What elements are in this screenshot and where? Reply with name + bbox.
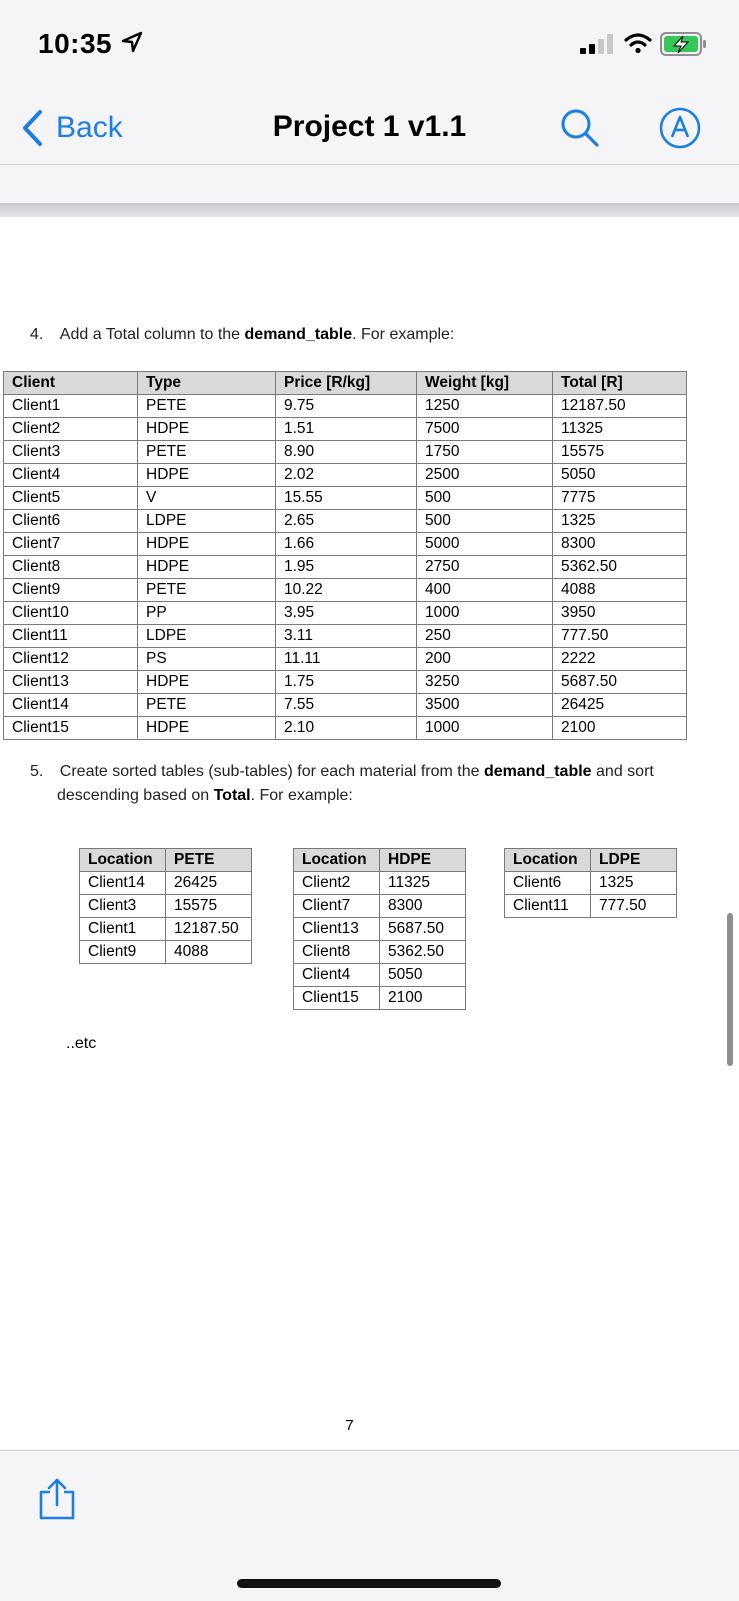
- table-cell: 7775: [553, 487, 687, 510]
- page-title: Project 1 v1.1: [272, 110, 467, 143]
- item-4-text-after: . For example:: [352, 326, 455, 343]
- table-cell: HDPE: [138, 556, 276, 579]
- column-header: Location: [505, 849, 591, 872]
- table-row: [4, 487, 687, 510]
- table-cell: Client12: [4, 648, 138, 671]
- table-cell: Client2: [294, 872, 380, 895]
- table-row: [80, 941, 252, 964]
- table-cell: Client8: [294, 941, 380, 964]
- table-cell: Client13: [294, 918, 380, 941]
- column-header: PETE: [166, 849, 252, 872]
- table-cell: 7.55: [276, 694, 417, 717]
- table-cell: 3250: [417, 671, 553, 694]
- item-4-number: 4.: [30, 326, 44, 343]
- table-row: [4, 464, 687, 487]
- ldpe-table: [504, 848, 677, 918]
- bottom-toolbar: [0, 1450, 739, 1601]
- table-cell: 1.66: [276, 533, 417, 556]
- table-cell: 1.95: [276, 556, 417, 579]
- table-cell: 26425: [553, 694, 687, 717]
- table-cell: HDPE: [138, 533, 276, 556]
- table-cell: 250: [417, 625, 553, 648]
- table-cell: 12187.50: [553, 395, 687, 418]
- table-cell: 12187.50: [166, 918, 252, 941]
- table-row: [294, 872, 466, 895]
- item-4-bold: demand_table: [244, 326, 353, 343]
- table-cell: 5687.50: [553, 671, 687, 694]
- table-row: [80, 895, 252, 918]
- item-5-line2-bold: Total: [213, 787, 251, 804]
- column-header: Price [R/kg]: [276, 372, 417, 395]
- home-indicator[interactable]: [237, 1579, 501, 1588]
- table-cell: 5362.50: [380, 941, 466, 964]
- table-row: [4, 441, 687, 464]
- table-cell: 777.50: [591, 895, 677, 918]
- table-cell: 5050: [553, 464, 687, 487]
- table-cell: LDPE: [138, 510, 276, 533]
- table-cell: PETE: [138, 579, 276, 602]
- table-cell: HDPE: [138, 418, 276, 441]
- item-5-line2: [57, 784, 353, 808]
- table-row: [4, 671, 687, 694]
- table-cell: 5050: [380, 964, 466, 987]
- table-cell: Client2: [4, 418, 138, 441]
- column-header: Total [R]: [553, 372, 687, 395]
- item-5-line1: Create sorted tables (sub-tables) for each material from the: [59, 763, 484, 780]
- table-cell: 3.95: [276, 602, 417, 625]
- table-cell: 2100: [380, 987, 466, 1010]
- table-cell: 8300: [380, 895, 466, 918]
- table-row: [294, 964, 466, 987]
- table-cell: Client13: [4, 671, 138, 694]
- table-cell: 5362.50: [553, 556, 687, 579]
- table-cell: Client11: [4, 625, 138, 648]
- markup-icon[interactable]: [658, 106, 702, 150]
- table-cell: 3500: [417, 694, 553, 717]
- table-cell: Client7: [4, 533, 138, 556]
- table-cell: Client6: [505, 872, 591, 895]
- table-row: [4, 579, 687, 602]
- table-cell: Client7: [294, 895, 380, 918]
- table-cell: 500: [417, 510, 553, 533]
- item-5-number: 5.: [30, 763, 44, 780]
- table-cell: 11325: [553, 418, 687, 441]
- table-cell: 15575: [166, 895, 252, 918]
- table-cell: HDPE: [138, 464, 276, 487]
- page-number: 7: [345, 1417, 354, 1434]
- table-cell: PETE: [138, 694, 276, 717]
- item-5-line1-after: and sort: [591, 763, 654, 780]
- table-row: [4, 602, 687, 625]
- item-4-paragraph: [30, 323, 454, 347]
- status-bar: [0, 0, 739, 90]
- table-cell: 3950: [553, 602, 687, 625]
- table-cell: Client9: [4, 579, 138, 602]
- scrollbar[interactable]: [727, 913, 733, 1066]
- table-cell: 5000: [417, 533, 553, 556]
- table-row: [4, 418, 687, 441]
- table-row: [505, 872, 677, 895]
- table-cell: Client10: [4, 602, 138, 625]
- table-cell: 1325: [591, 872, 677, 895]
- column-header: Type: [138, 372, 276, 395]
- wifi-icon: [624, 32, 652, 54]
- table-row: [294, 918, 466, 941]
- table-cell: PETE: [138, 395, 276, 418]
- table-cell: 1.51: [276, 418, 417, 441]
- table-cell: 2750: [417, 556, 553, 579]
- page-separator: [0, 203, 739, 217]
- table-cell: 11.11: [276, 648, 417, 671]
- column-header: Weight [kg]: [417, 372, 553, 395]
- table-cell: 8.90: [276, 441, 417, 464]
- table-cell: 2100: [553, 717, 687, 740]
- item-5-line1-bold: demand_table: [483, 763, 592, 780]
- item-5-paragraph: [30, 760, 654, 784]
- table-row: [80, 872, 252, 895]
- table-cell: 15575: [553, 441, 687, 464]
- table-cell: Client3: [80, 895, 166, 918]
- table-cell: Client1: [4, 395, 138, 418]
- table-cell: 1.75: [276, 671, 417, 694]
- cellular-signal-icon: [580, 34, 616, 54]
- table-cell: 1325: [553, 510, 687, 533]
- table-row: [294, 895, 466, 918]
- table-row: [294, 987, 466, 1010]
- table-cell: Client4: [4, 464, 138, 487]
- demand-table: [3, 371, 687, 740]
- table-cell: 7500: [417, 418, 553, 441]
- table-row: [4, 694, 687, 717]
- table-cell: Client15: [4, 717, 138, 740]
- column-header: Client: [4, 372, 138, 395]
- table-row: [294, 941, 466, 964]
- table-cell: Client4: [294, 964, 380, 987]
- table-cell: 4088: [553, 579, 687, 602]
- column-header: LDPE: [591, 849, 677, 872]
- table-cell: 2500: [417, 464, 553, 487]
- table-cell: 11325: [380, 872, 466, 895]
- item-4-text: Add a Total column to the: [59, 326, 245, 343]
- share-icon[interactable]: [38, 1477, 76, 1521]
- table-cell: Client6: [4, 510, 138, 533]
- table-cell: 2222: [553, 648, 687, 671]
- table-cell: 26425: [166, 872, 252, 895]
- battery-charging-icon: [660, 32, 708, 56]
- table-cell: Client3: [4, 441, 138, 464]
- item-5-line2-after: . For example:: [250, 787, 353, 804]
- table-cell: 5687.50: [380, 918, 466, 941]
- search-icon[interactable]: [558, 106, 602, 150]
- table-cell: 1000: [417, 602, 553, 625]
- table-row: [4, 648, 687, 671]
- table-row: [505, 895, 677, 918]
- table-cell: 2.02: [276, 464, 417, 487]
- page-gap: [0, 165, 739, 203]
- table-cell: 200: [417, 648, 553, 671]
- table-cell: 1250: [417, 395, 553, 418]
- table-cell: Client9: [80, 941, 166, 964]
- table-row: [4, 395, 687, 418]
- table-row: [80, 918, 252, 941]
- column-header: HDPE: [380, 849, 466, 872]
- table-cell: Client1: [80, 918, 166, 941]
- table-row: [4, 625, 687, 648]
- item-5-line2-text: descending based on: [57, 787, 214, 804]
- table-cell: 8300: [553, 533, 687, 556]
- table-row: [4, 510, 687, 533]
- table-cell: HDPE: [138, 671, 276, 694]
- table-cell: Client15: [294, 987, 380, 1010]
- table-cell: 3.11: [276, 625, 417, 648]
- table-cell: 10.22: [276, 579, 417, 602]
- back-button-label: Back: [56, 111, 123, 144]
- location-arrow-icon: [120, 30, 144, 54]
- navigation-bar: [0, 90, 739, 165]
- hdpe-table: [293, 848, 466, 1010]
- table-cell: 1750: [417, 441, 553, 464]
- table-cell: 2.65: [276, 510, 417, 533]
- table-cell: PP: [138, 602, 276, 625]
- table-cell: V: [138, 487, 276, 510]
- table-cell: Client8: [4, 556, 138, 579]
- table-cell: 4088: [166, 941, 252, 964]
- table-row: [4, 556, 687, 579]
- table-cell: 1000: [417, 717, 553, 740]
- table-cell: 2.10: [276, 717, 417, 740]
- column-header: Location: [80, 849, 166, 872]
- pete-table: [79, 848, 252, 964]
- table-cell: Client14: [80, 872, 166, 895]
- table-cell: 15.55: [276, 487, 417, 510]
- table-cell: 777.50: [553, 625, 687, 648]
- status-time: 10:35: [38, 28, 113, 59]
- table-row: [4, 717, 687, 740]
- column-header: Location: [294, 849, 380, 872]
- etc-text: ..etc: [66, 1035, 97, 1052]
- table-cell: 9.75: [276, 395, 417, 418]
- table-cell: Client14: [4, 694, 138, 717]
- table-cell: PETE: [138, 441, 276, 464]
- table-cell: LDPE: [138, 625, 276, 648]
- table-cell: 500: [417, 487, 553, 510]
- table-row: [4, 533, 687, 556]
- table-cell: Client5: [4, 487, 138, 510]
- document-page[interactable]: [0, 217, 739, 1450]
- table-cell: Client11: [505, 895, 591, 918]
- table-cell: HDPE: [138, 717, 276, 740]
- table-cell: PS: [138, 648, 276, 671]
- table-cell: 400: [417, 579, 553, 602]
